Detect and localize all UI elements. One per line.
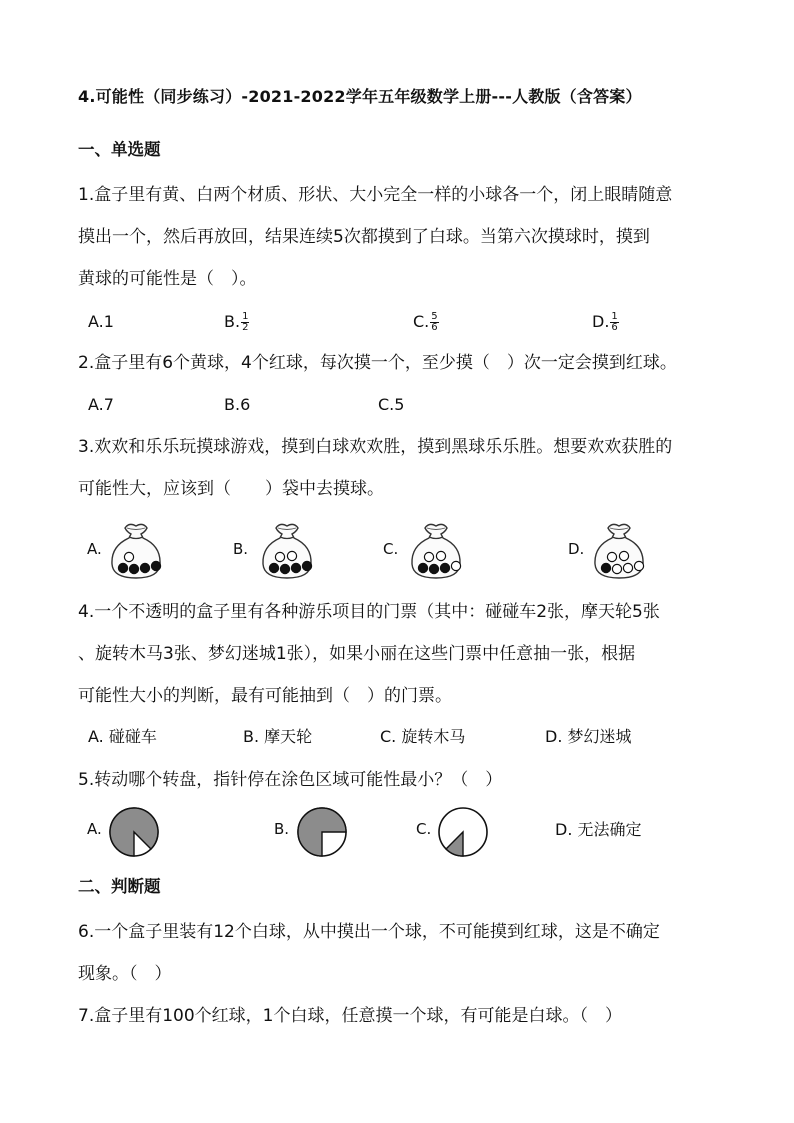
fraction-numerator: 1	[611, 311, 618, 322]
fraction	[430, 312, 438, 333]
q4-option-a[interactable]: A. 碰碰车	[88, 727, 157, 746]
q5-option-a-label[interactable]: A.	[87, 820, 102, 838]
q1-line-1: 1.盒子里有黄、白两个材质、形状、大小完全一样的小球各一个，闭上眼睛随意	[78, 185, 673, 205]
q5-option-d[interactable]: D. 无法确定	[555, 820, 642, 839]
q2-option-a[interactable]: A.7	[88, 395, 114, 414]
q3-option-b-label[interactable]: B.	[233, 540, 249, 558]
q3-bag-c-icon[interactable]	[405, 520, 467, 582]
q5-line: 5.转动哪个转盘，指针停在涂色区域可能性最小？（ ）	[78, 770, 503, 790]
fraction	[241, 312, 249, 333]
page-title: 4.可能性（同步练习）-2021-2022学年五年级数学上册---人教版（含答案）	[78, 87, 642, 106]
white-ball	[287, 551, 296, 560]
section-single-choice: 一、单选题	[78, 140, 161, 159]
white-ball	[607, 552, 616, 561]
fraction-denominator: 6	[611, 322, 618, 333]
white-ball	[275, 552, 284, 561]
fraction-numerator: 5	[431, 311, 438, 322]
white-ball	[124, 552, 133, 561]
q1-option-d[interactable]	[592, 310, 619, 334]
black-ball	[140, 563, 149, 572]
q7-line: 7.盒子里有100个红球，1个白球，任意摸一个球，有可能是白球。（ ）	[78, 1006, 622, 1026]
q5-spinner-c-icon[interactable]	[436, 805, 490, 859]
white-ball	[612, 564, 621, 573]
white-ball	[634, 561, 643, 570]
black-ball	[269, 563, 278, 572]
q1-option-b[interactable]	[224, 310, 249, 334]
q4-option-b[interactable]: B. 摩天轮	[243, 727, 313, 746]
black-ball	[601, 563, 610, 572]
q3-option-d-label[interactable]: D.	[568, 540, 585, 558]
q1-option-c-prefix: C.	[413, 312, 430, 331]
q3-bag-d-icon[interactable]	[588, 520, 650, 582]
black-ball	[418, 563, 427, 572]
fraction	[610, 312, 618, 333]
black-ball	[440, 563, 449, 572]
q4-line-3: 可能性大小的判断，最有可能抽到（ ）的门票。	[78, 686, 452, 706]
white-ball	[436, 551, 445, 560]
q5-spinner-b-icon[interactable]	[295, 805, 349, 859]
q1-option-b-prefix: B.	[224, 312, 241, 331]
white-ball	[451, 561, 460, 570]
black-ball	[429, 564, 438, 573]
q3-option-c-label[interactable]: C.	[383, 540, 399, 558]
q3-option-a-label[interactable]: A.	[87, 540, 102, 558]
black-ball	[280, 564, 289, 573]
q2-option-c[interactable]: C.5	[378, 395, 405, 414]
q4-option-c[interactable]: C. 旋转木马	[380, 727, 466, 746]
q1-option-c[interactable]	[413, 310, 439, 334]
q2-option-b[interactable]: B.6	[224, 395, 251, 414]
black-ball	[129, 564, 138, 573]
white-ball	[623, 563, 632, 572]
white-ball	[424, 552, 433, 561]
q3-bag-b-icon[interactable]	[256, 520, 318, 582]
q1-line-3: 黄球的可能性是（ ）。	[78, 269, 257, 289]
q3-line-2: 可能性大，应该到（ ）袋中去摸球。	[78, 479, 384, 499]
q4-line-2: 、旋转木马3张、梦幻迷城1张），如果小丽在这些门票中任意抽一张，根据	[78, 644, 636, 664]
white-ball	[619, 551, 628, 560]
q3-line-1: 3.欢欢和乐乐玩摸球游戏，摸到白球欢欢胜，摸到黑球乐乐胜。想要欢欢获胜的	[78, 437, 673, 457]
section-true-false: 二、判断题	[78, 877, 161, 896]
black-ball	[291, 563, 300, 572]
q4-line-1: 4.一个不透明的盒子里有各种游乐项目的门票（其中：碰碰车2张，摩天轮5张	[78, 602, 660, 622]
fraction-denominator: 6	[431, 322, 438, 333]
q4-option-d[interactable]: D. 梦幻迷城	[545, 727, 632, 746]
spinner-shaded-sector	[110, 808, 158, 856]
q2-line: 2.盒子里有6个黄球，4个红球，每次摸一个，至少摸（ ）次一定会摸到红球。	[78, 353, 677, 373]
q5-option-b-label[interactable]: B.	[274, 820, 290, 838]
q6-line-1: 6.一个盒子里装有12个白球，从中摸出一个球，不可能摸到红球，这是不确定	[78, 922, 660, 942]
q6-line-2: 现象。（ ）	[78, 964, 172, 984]
q1-line-2: 摸出一个，然后再放回，结果连续5次都摸到了白球。当第六次摸球时，摸到	[78, 227, 650, 247]
fraction-numerator: 1	[242, 311, 249, 322]
q5-spinner-a-icon[interactable]	[107, 805, 161, 859]
black-ball	[151, 561, 160, 570]
black-ball	[302, 561, 311, 570]
fraction-denominator: 2	[242, 322, 249, 333]
black-ball	[118, 563, 127, 572]
q1-option-a[interactable]: A.1	[88, 312, 114, 331]
q5-option-c-label[interactable]: C.	[416, 820, 432, 838]
q3-bag-a-icon[interactable]	[105, 520, 167, 582]
q1-option-d-prefix: D.	[592, 312, 610, 331]
